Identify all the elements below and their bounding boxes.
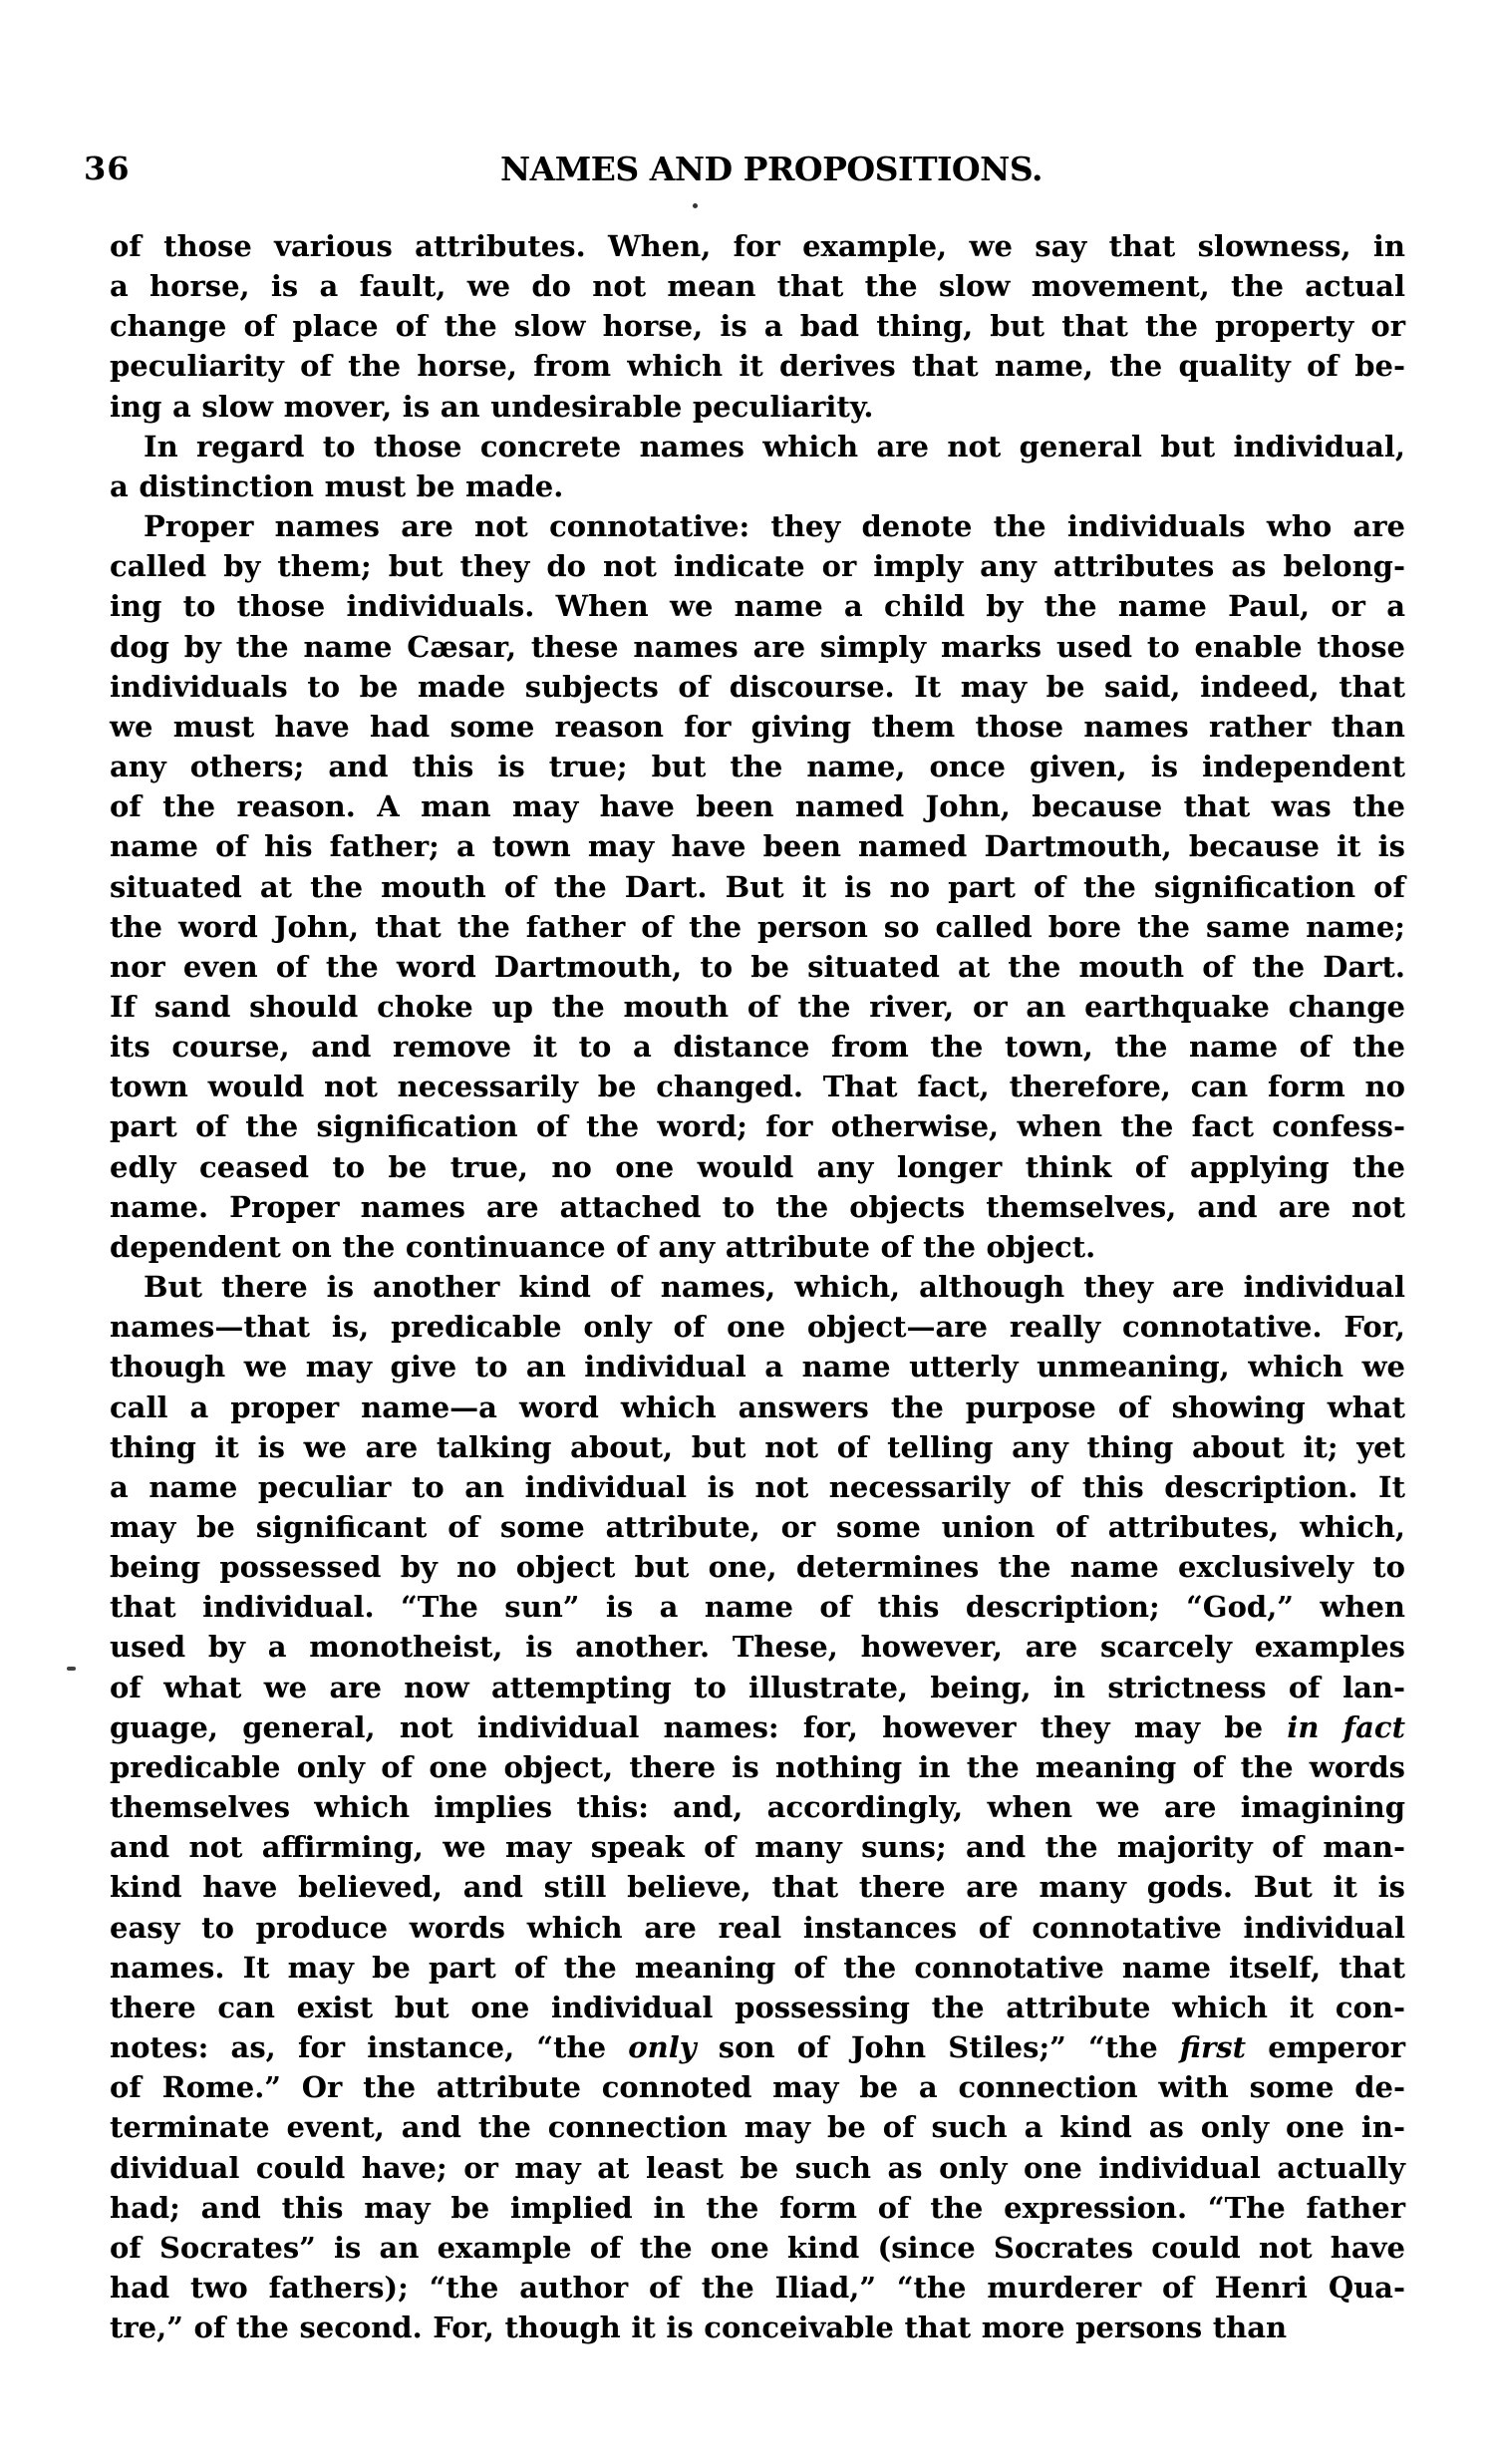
text-line: thing it is we are talking about, but not of telling any thing about it; yet xyxy=(110,1429,1405,1464)
text-line: its course, and remove it to a distance from the town, the name of the xyxy=(110,1030,1405,1065)
text-line: peculiarity of the horse, from which it derives that name, the quality of be- xyxy=(110,349,1405,384)
text-line: ing to those individuals. When we name a child by the name Paul, or a xyxy=(110,589,1405,624)
text-line: Proper names are not connotative: they denote the individuals who are xyxy=(144,509,1405,544)
text-line: part of the signification of the word; for otherwise, when the fact confess- xyxy=(110,1109,1405,1144)
text-line: a name peculiar to an individual is not necessarily of this description. It xyxy=(110,1469,1405,1504)
text-line: edly ceased to be true, no one would any longer think of applying the xyxy=(110,1149,1405,1184)
text-line: If sand should choke up the mouth of the river, or an earthquake change xyxy=(110,989,1405,1024)
text-line: and not affirming, we may speak of many suns; and the majority of man- xyxy=(110,1830,1405,1865)
text-line: predicable only of one object, there is nothing in the meaning of the words xyxy=(110,1749,1405,1784)
text-line: of what we are now attempting to illustrate, being, in strictness of lan- xyxy=(110,1670,1405,1704)
text-line: we must have had some reason for giving them those names rather than xyxy=(110,709,1405,744)
text-line: But there is another kind of names, which, although they are individual xyxy=(144,1270,1405,1305)
text-line: the word John, that the father of the person so called bore the same name; xyxy=(110,909,1405,944)
text-line: guage, general, not individual names: for, however they may be in fact xyxy=(110,1709,1405,1744)
scan-artifact-dot xyxy=(693,203,698,208)
text-line: tre,” of the second. For, though it is conceivable that more persons than xyxy=(110,2310,1288,2345)
text-line: dividual could have; or may at least be such as only one individual actually xyxy=(110,2150,1405,2185)
text-line: dependent on the continuance of any attribute of the object. xyxy=(110,1229,1096,1264)
text-line: had two fathers); “the author of the Iliad,” “the murderer of Henri Qua- xyxy=(110,2270,1405,2305)
text-line: of Socrates” is an example of the one kind (since Socrates could not have xyxy=(110,2230,1405,2265)
text-line: of Rome.” Or the attribute connoted may be a connection with some de- xyxy=(110,2070,1405,2105)
page-number: 36 xyxy=(84,150,131,187)
text-line: call a proper name—a word which answers the purpose of showing what xyxy=(110,1389,1405,1424)
text-line: being possessed by no object but one, determines the name exclusively to xyxy=(110,1550,1405,1585)
text-line: of the reason. A man may have been named John, because that was the xyxy=(110,789,1405,824)
text-line: In regard to those concrete names which are not general but individual, xyxy=(144,429,1405,463)
text-line: a horse, is a fault, we do not mean that the slow movement, the actual xyxy=(110,269,1405,304)
text-line: names—that is, predicable only of one object—are really connotative. For, xyxy=(110,1310,1405,1345)
text-line: that individual. “The sun” is a name of this description; “God,” when xyxy=(110,1590,1405,1625)
text-line: individuals to be made subjects of discourse. It may be said, indeed, that xyxy=(110,669,1405,704)
text-line: though we may give to an individual a name utterly unmeaning, which we xyxy=(110,1350,1405,1385)
text-line: nor even of the word Dartmouth, to be situated at the mouth of the Dart. xyxy=(110,949,1405,984)
text-line: terminate event, and the connection may be of such a kind as only one in- xyxy=(110,2110,1405,2145)
text-line: town would not necessarily be changed. That fact, therefore, can form no xyxy=(110,1070,1405,1104)
text-line: there can exist but one individual possessing the attribute which it con- xyxy=(110,1990,1405,2024)
text-line: situated at the mouth of the Dart. But it is no part of the signification of xyxy=(110,869,1405,904)
page-body xyxy=(110,226,1405,2347)
text-line: name of his father; a town may have been named Dartmouth, because it is xyxy=(110,829,1405,864)
text-line: of those various attributes. When, for example, we say that slowness, in xyxy=(110,229,1405,263)
scan-artifact-dash xyxy=(67,1667,76,1671)
text-line: ing a slow mover, is an undesirable peculiarity. xyxy=(110,389,874,424)
text-line: dog by the name Cæsar, these names are simply marks used to enable those xyxy=(110,629,1405,664)
text-line: kind have believed, and still believe, that there are many gods. But it is xyxy=(110,1870,1405,1905)
text-line: may be significant of some attribute, or some union of attributes, which, xyxy=(110,1510,1405,1544)
text-line: called by them; but they do not indicate or imply any attributes as belong- xyxy=(110,549,1405,584)
text-line: any others; and this is true; but the name, once given, is independent xyxy=(110,750,1405,784)
text-line: had; and this may be implied in the form of the expression. “The father xyxy=(110,2190,1405,2225)
text-line: a distinction must be made. xyxy=(110,468,564,503)
text-line: themselves which implies this: and, accordingly, when we are imagining xyxy=(110,1790,1405,1825)
text-line: easy to produce words which are real instances of connotative individual xyxy=(110,1910,1405,1945)
text-line: used by a monotheist, is another. These, however, are scarcely examples xyxy=(110,1630,1405,1665)
running-header-title: NAMES AND PROPOSITIONS. xyxy=(499,150,1043,188)
text-line: notes: as, for instance, “the only son of John Stiles;” “the first emperor xyxy=(110,2030,1405,2065)
text-line: change of place of the slow horse, is a bad thing, but that the property or xyxy=(110,309,1405,344)
text-line: names. It may be part of the meaning of the connotative name itself, that xyxy=(110,1950,1405,1985)
text-line: name. Proper names are attached to the objects themselves, and are not xyxy=(110,1189,1405,1224)
